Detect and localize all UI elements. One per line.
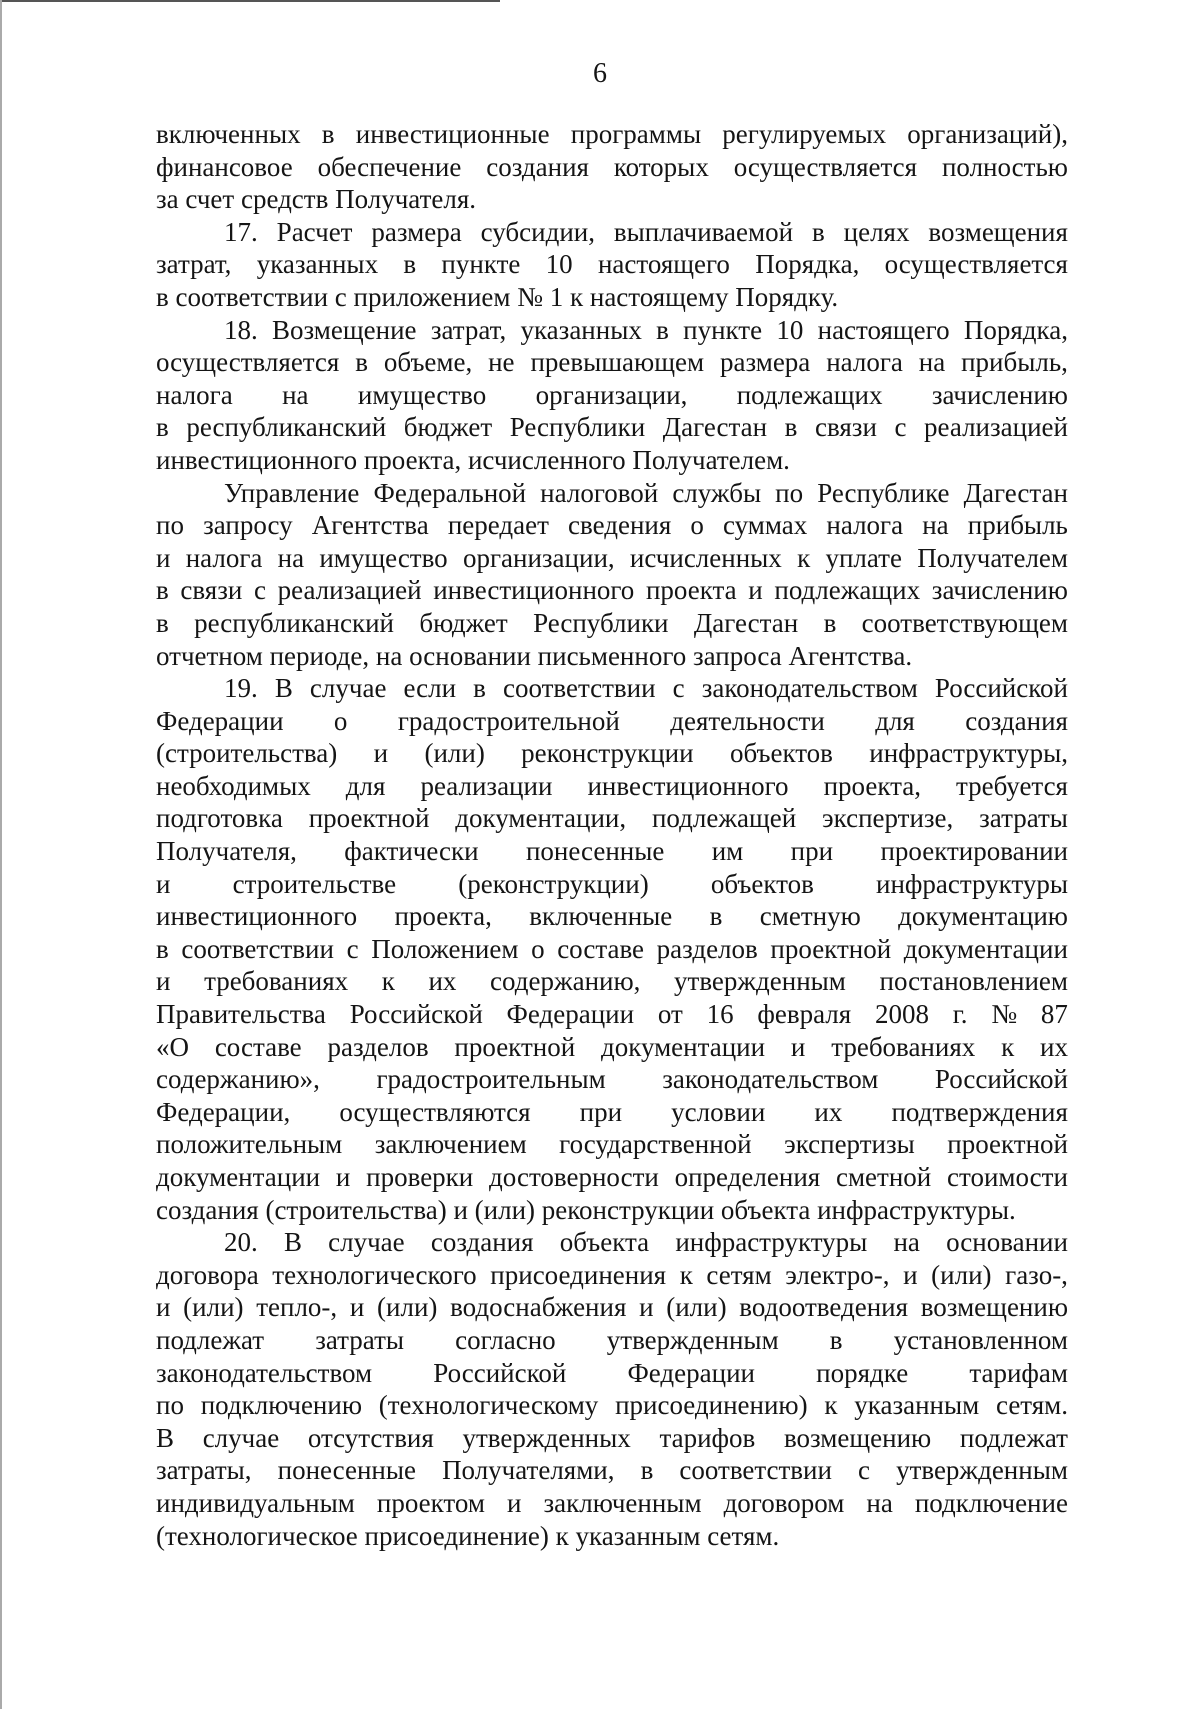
text-line: осуществляется в объеме, не превышающем размера налога на прибыль, bbox=[156, 347, 1068, 378]
text-line: в соответствии с Положением о составе разделов проектной документации bbox=[156, 933, 1068, 964]
text-line: инвестиционного проекта, исчисленного Получателем. bbox=[156, 444, 790, 475]
text-line: инвестиционного проекта, включенные в сметную документацию bbox=[156, 901, 1068, 932]
text-line: в республиканский бюджет Республики Дагестан в связи с реализацией bbox=[156, 412, 1068, 443]
text-line: за счет средств Получателя. bbox=[156, 184, 476, 215]
text-line: налога на имущество организации, подлежащих зачислению bbox=[156, 379, 1068, 410]
text-line: включенных в инвестиционные программы регулируемых организаций), bbox=[156, 119, 1068, 149]
text-line: затрат, указанных в пункте 10 настоящего Порядка, осуществляется bbox=[156, 249, 1068, 280]
text-line: индивидуальным проектом и заключенным договором на подключение bbox=[156, 1487, 1068, 1518]
text-line: документации и проверки достоверности определения сметной стоимости bbox=[156, 1162, 1068, 1192]
text-line: законодательством Российской Федерации порядке тарифам bbox=[156, 1357, 1068, 1388]
text-line: затраты, понесенные Получателями, в соответствии с утвержденным bbox=[156, 1455, 1068, 1486]
paragraph-p18 bbox=[156, 314, 1068, 477]
text-line: Федерации о градостроительной деятельности для создания bbox=[156, 705, 1068, 736]
paragraph-p17 bbox=[156, 216, 1068, 314]
text-line: Получателя, фактически понесенные им при проектировании bbox=[156, 836, 1068, 867]
paragraph-p1 bbox=[156, 118, 1068, 216]
text-line: и требованиях к их содержанию, утвержденным постановлением bbox=[156, 966, 1068, 997]
text-line: и налога на имущество организации, исчисленных к уплате Получателем bbox=[156, 542, 1068, 573]
text-line: Федерации, осуществляются при условии их подтверждения bbox=[156, 1096, 1068, 1127]
text-line: положительным заключением государственной экспертизы проектной bbox=[156, 1129, 1068, 1160]
text-line: в связи с реализацией инвестиционного проекта и подлежащих зачислению bbox=[156, 575, 1068, 606]
text-line: необходимых для реализации инвестиционного проекта, требуется bbox=[156, 770, 1068, 801]
text-line: отчетном периоде, на основании письменного запроса Агентства. bbox=[156, 640, 913, 671]
text-line: (технологическое присоединение) к указанным сетям. bbox=[156, 1520, 780, 1551]
text-line: «О составе разделов проектной документации и требованиях к их bbox=[156, 1031, 1068, 1062]
paragraph-p19 bbox=[156, 672, 1068, 1226]
text-line: содержанию», градостроительным законодательством Российской bbox=[156, 1064, 1068, 1095]
page-number: 6 bbox=[593, 58, 607, 89]
text-line: по запросу Агентства передает сведения о суммах налога на прибыль bbox=[156, 510, 1068, 541]
text-line: 17. Расчет размера субсидии, выплачиваемой в целях возмещения bbox=[224, 216, 1068, 247]
text-line: и строительстве (реконструкции) объектов инфраструктуры bbox=[156, 868, 1068, 899]
text-line: в республиканский бюджет Республики Дагестан в соответствующем bbox=[156, 607, 1068, 638]
paragraph-p18b bbox=[156, 477, 1068, 673]
text-line: Управление Федеральной налоговой службы по Республике Дагестан bbox=[224, 477, 1068, 508]
text-line: финансовое обеспечение создания которых осуществляется полностью bbox=[156, 151, 1068, 182]
document-body bbox=[156, 118, 1068, 1552]
text-line: 20. В случае создания объекта инфраструктуры на основании bbox=[224, 1227, 1068, 1258]
text-line: В случае отсутствия утвержденных тарифов возмещению подлежат bbox=[156, 1422, 1068, 1453]
scan-edge-top bbox=[0, 0, 500, 2]
scan-edge-left bbox=[0, 0, 2, 1709]
text-line: по подключению (технологическому присоединению) к указанным сетям. bbox=[156, 1390, 1068, 1421]
text-line: в соответствии с приложением № 1 к настоящему Порядку. bbox=[156, 281, 839, 312]
text-line: создания (строительства) и (или) реконструкции объекта инфраструктуры. bbox=[156, 1194, 1016, 1225]
text-line: (строительства) и (или) реконструкции объектов инфраструктуры, bbox=[156, 738, 1068, 769]
text-line: и (или) тепло-, и (или) водоснабжения и (или) водоотведения возмещению bbox=[156, 1292, 1068, 1323]
text-line: договора технологического присоединения к сетям электро-, и (или) газо-, bbox=[156, 1259, 1068, 1290]
text-line: подлежат затраты согласно утвержденным в установленном bbox=[156, 1324, 1068, 1355]
text-line: 18. Возмещение затрат, указанных в пункте 10 настоящего Порядка, bbox=[224, 314, 1068, 345]
paragraph-p20 bbox=[156, 1226, 1068, 1552]
text-line: 19. В случае если в соответствии с законодательством Российской bbox=[224, 673, 1068, 704]
text-line: подготовка проектной документации, подлежащей экспертизе, затраты bbox=[156, 803, 1068, 834]
text-line: Правительства Российской Федерации от 16 февраля 2008 г. № 87 bbox=[156, 999, 1068, 1030]
